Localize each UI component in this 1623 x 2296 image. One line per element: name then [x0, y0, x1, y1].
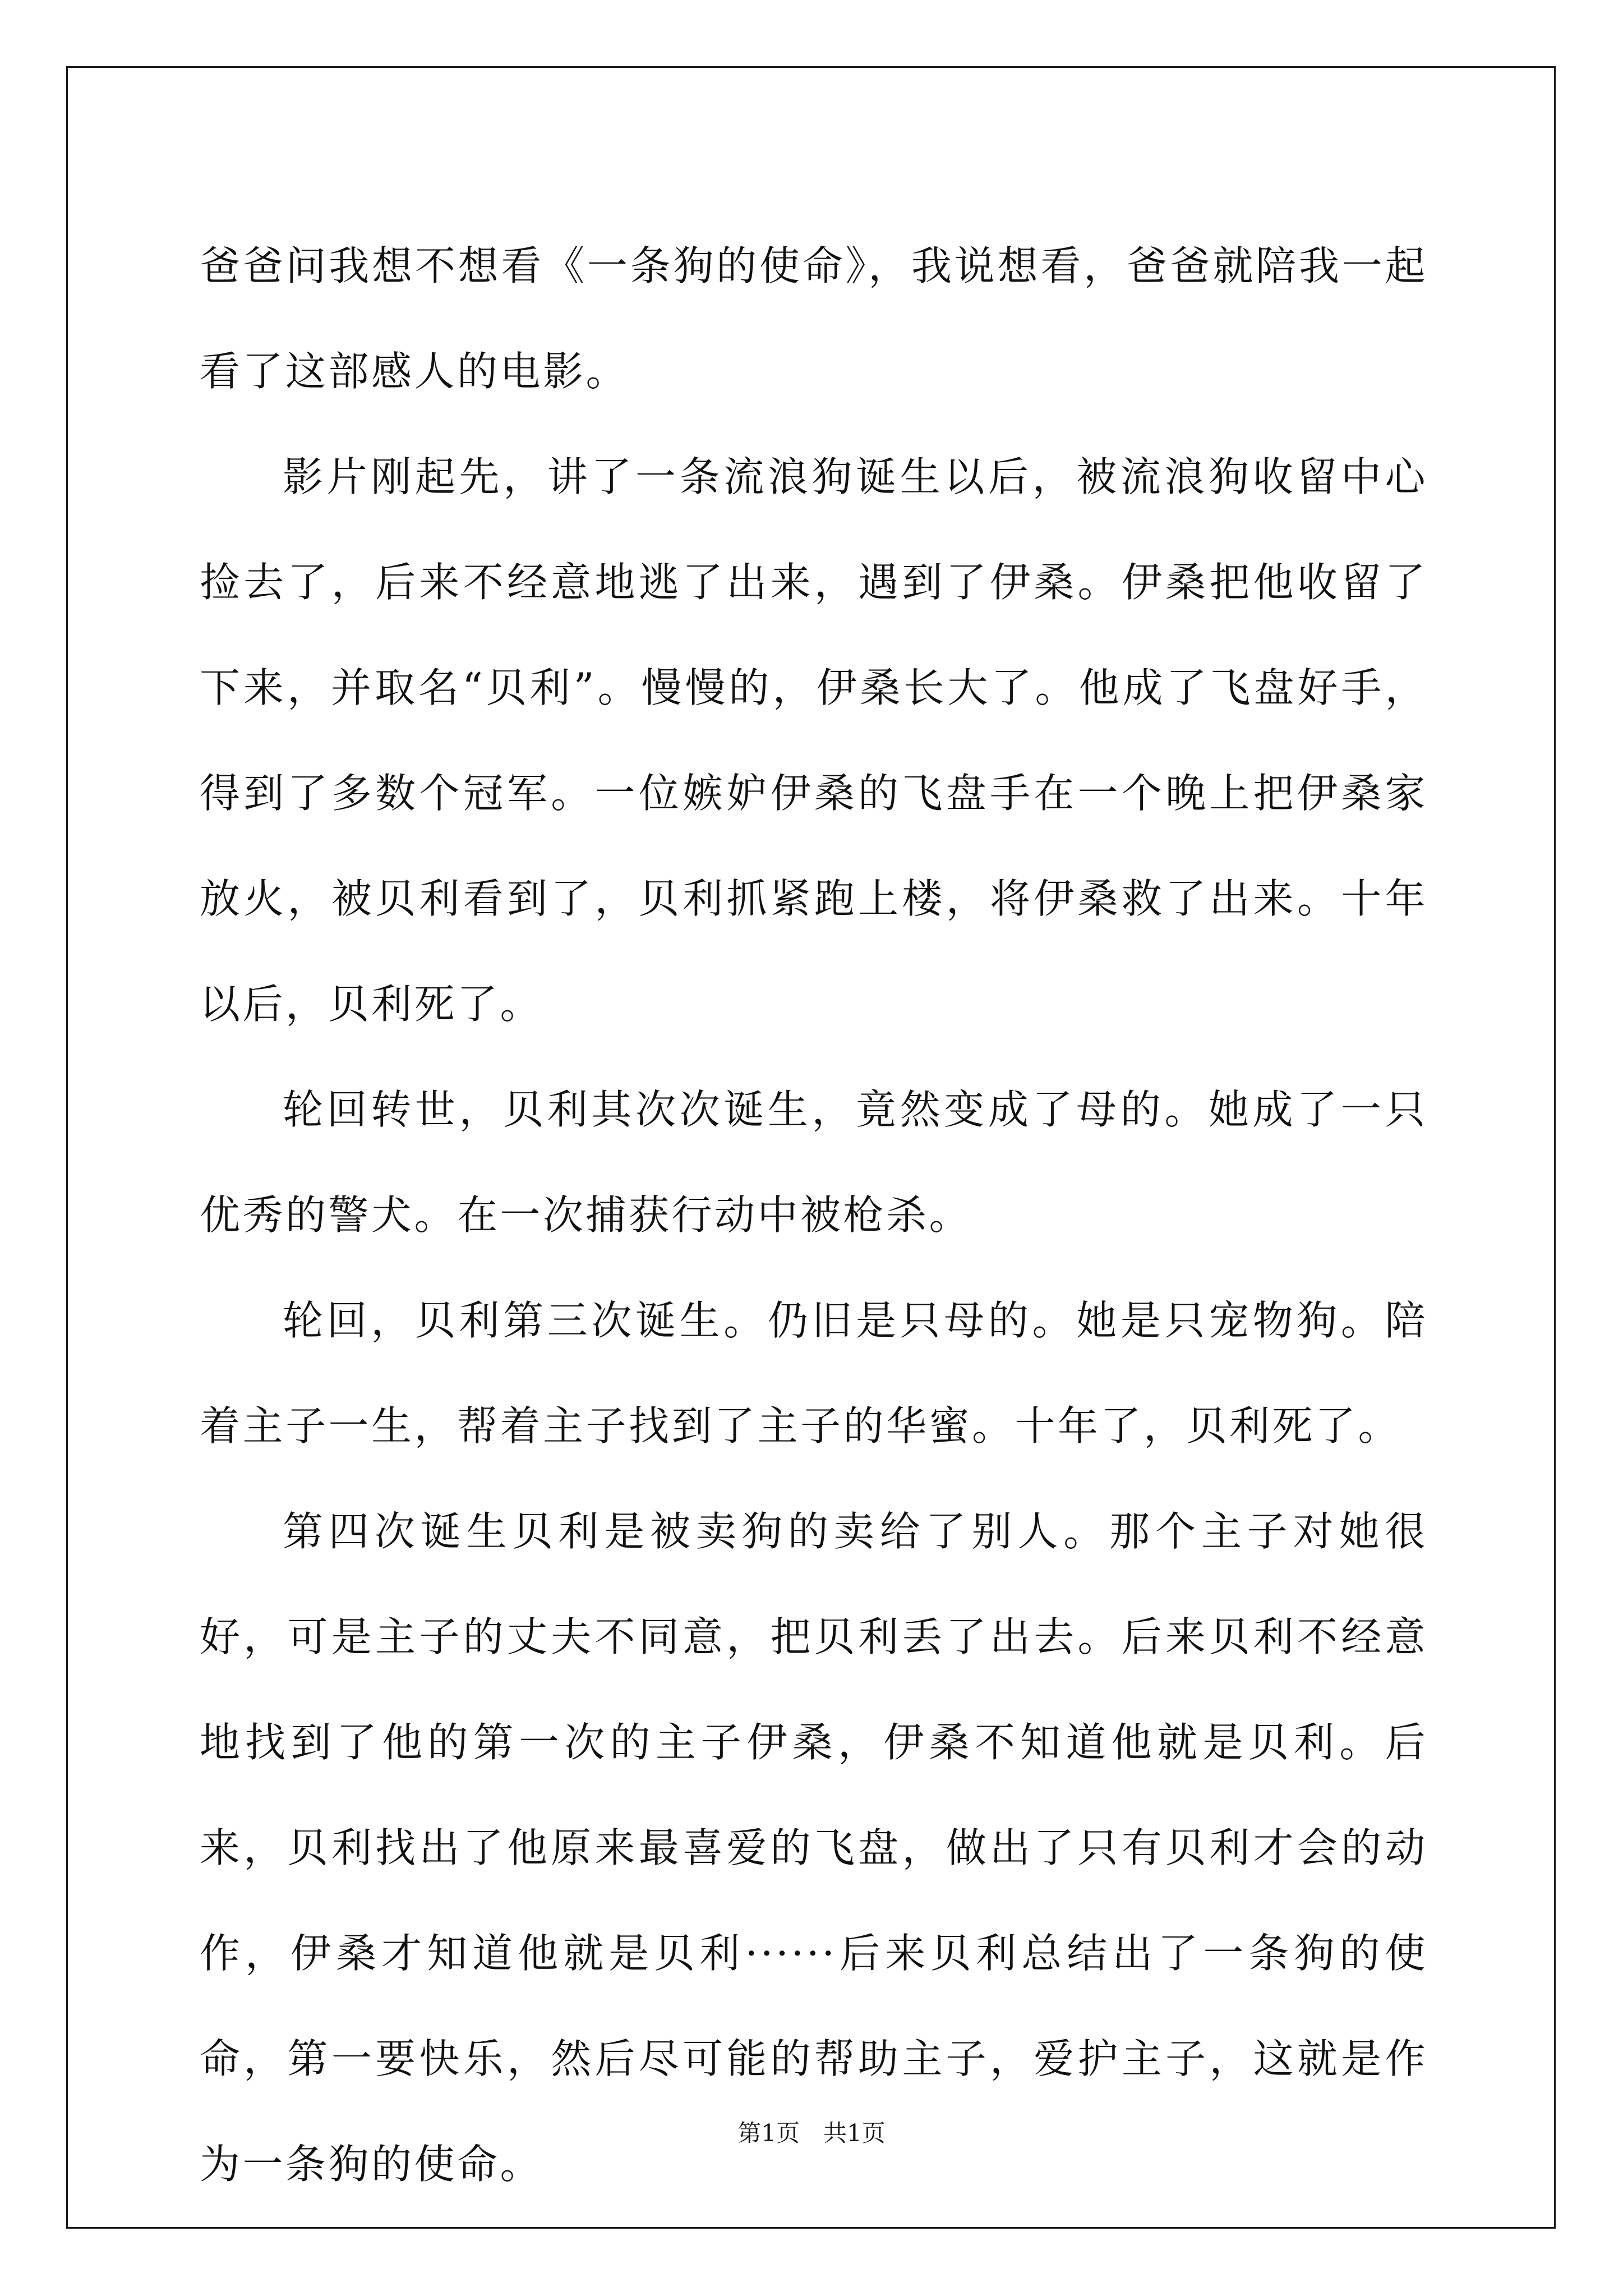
paragraph-2: 影片刚起先，讲了一条流浪狗诞生以后，被流浪狗收留中心捡去了，后来不经意地逃了出来，遇到了伊桑。伊桑把他收留了下来，并取名“贝利”。慢慢的，伊桑长大了。他成了飞盘好手，得到了多数个冠军。一位嫉妒伊桑的飞盘手在一个晚上把伊桑家放火，被贝利看到了，贝利抓紧跑上楼，将伊桑救了出来。十年以后，贝利死了。: [200, 453, 1428, 1028]
paragraph-4: 轮回，贝利第三次诞生。仍旧是只母的。她是只宠物狗。陪着主子一生，帮着主子找到了主子的华蜜。十年了，贝利死了。: [200, 1297, 1428, 1450]
document-body: [200, 213, 1428, 2217]
paragraph-1: 爸爸问我想不想看《一条狗的使命》，我说想看，爸爸就陪我一起看了这部感人的电影。: [200, 242, 1428, 395]
paragraph-5: 第四次诞生贝利是被卖狗的卖给了别人。那个主子对她很好，可是主子的丈夫不同意，把贝利丢了出去。后来贝利不经意地找到了他的第一次的主子伊桑，伊桑不知道他就是贝利。后来，贝利找出了他原来最喜爱的飞盘，做出了只有贝利才会的动作，伊桑才知道他就是贝利······后来贝利总结出了一条狗的使命，第一要快乐，然后尽可能的帮助主子，爱护主子，这就是作为一条狗的使命。: [200, 1508, 1428, 2188]
paragraph-3: 轮回转世，贝利其次次诞生，竟然变成了母的。她成了一只优秀的警犬。在一次捕获行动中被枪杀。: [200, 1086, 1428, 1239]
page-footer: [0, 2115, 1623, 2148]
page-number: 第1页 共1页: [737, 2119, 886, 2147]
